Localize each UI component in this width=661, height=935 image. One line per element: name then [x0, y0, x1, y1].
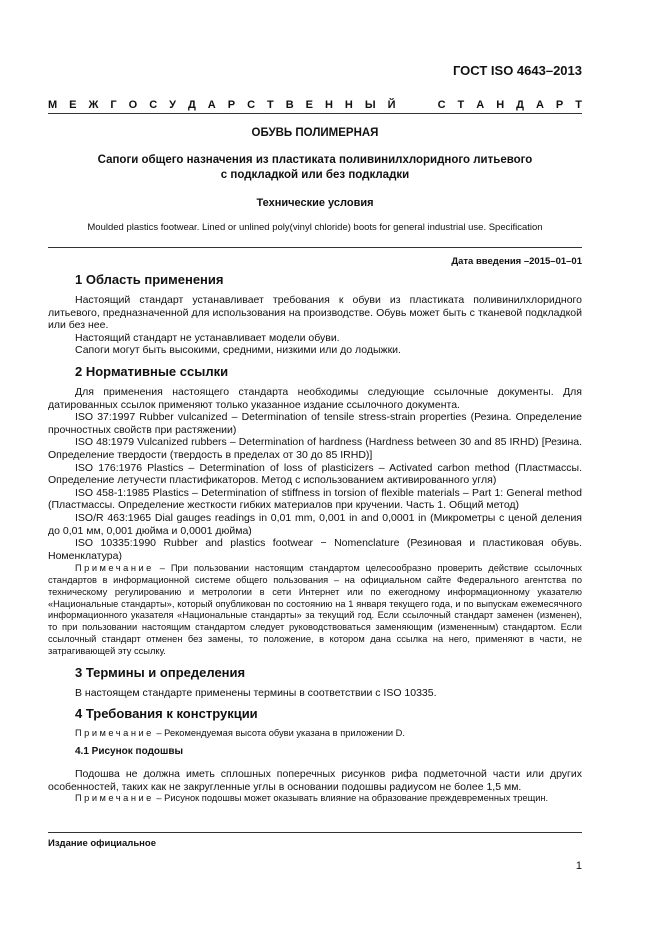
interstate-letter: Ж	[88, 99, 99, 111]
english-title: Moulded plastics footwear. Lined or unlined poly(vinyl chloride) boots for general industrial use. Specification	[87, 222, 543, 233]
reference-item: ISO 48:1979 Vulcanized rubbers – Determination of hardness (Hardness between 30 and 85 IRHD) [Резина. Определение твердости (твердость в пределах от 30 до 85 IRHD)]	[48, 436, 582, 461]
reference-item: ISO 458-1:1985 Plastics – Determination of stiffness in torsion of flexible materials – Part 1: General method (Пластмассы. Определение жесткости гибких материалов при кручении. Часть 1. Общий метод)	[48, 486, 582, 512]
section-3-heading: 3 Термины и определения	[75, 664, 246, 680]
official-edition-label: Издание официальное	[48, 838, 156, 849]
section-2-heading: 2 Нормативные ссылки	[75, 363, 229, 379]
interstate-letter: С	[437, 99, 446, 111]
interstate-letter: О	[128, 99, 138, 111]
subsection-4-1-heading: 4.1 Рисунок подошвы	[75, 746, 184, 758]
section-1-paragraph: Сапоги могут быть высокими, средними, низкими или до лодыжки.	[75, 344, 401, 357]
interstate-letter: С	[247, 99, 256, 111]
interstate-letter: Й	[387, 99, 396, 111]
interstate-letter: В	[285, 99, 294, 111]
interstate-letter: С	[149, 99, 158, 111]
section-1-paragraph: Настоящий стандарт не устанавливает модели обуви.	[75, 331, 340, 344]
interstate-letter: Р	[555, 99, 564, 111]
interstate-letter: Т	[267, 99, 274, 111]
interstate-letter: Е	[69, 99, 77, 111]
technical-conditions-heading: Технические условия	[256, 197, 374, 209]
subtitle-line-2: с подкладкой или без подкладки	[220, 169, 410, 181]
header-divider	[48, 113, 582, 114]
interstate-standard-banner	[48, 99, 582, 111]
interstate-letter: А	[476, 99, 485, 111]
interstate-letter: Г	[110, 99, 117, 111]
note-label: Примечание	[75, 563, 154, 574]
section-1-heading: 1 Область применения	[75, 272, 224, 287]
reference-item: ISO/R 463:1965 Dial gauges readings in 0,01 mm, 0,001 in and 0,0001 in (Микрометры с ценой деления до 0,01 мм, 0,001 дюйма и 0,0001 дюйма)	[48, 511, 582, 537]
section-4-note	[48, 728, 582, 740]
reference-item: ISO 176:1976 Plastics – Determination of loss of plasticizers – Activated carbon method (Пластмассы. Определение летучести пластификаторов. Метод с использованием активированного угля)	[48, 461, 582, 487]
interstate-letter	[423, 99, 426, 111]
interstate-letter: Р	[227, 99, 236, 111]
note-text: – При пользовании настоящим стандартом целесообразно проверить действие ссылочных стандартов в информационной системе общего пользования – на официальном сайте Федерального агентства по техническому регулированию и метрологии в сети Интернет или по ежегодному информационному указателю «Национальные стандарты», который опубликован по состоянию на 1 января текущего года, и по выпускам ежемесячного информационного указателя «Национальные стандарты» за текущий год. Если ссылочный стандарт заменен (изменен), то при пользовании настоящим стандартом следует руководствоваться заменяющим (измененным) стандартом. Если ссылочный стандарт отменен без замены, то положение, в котором дана ссылка на него, применяют в части, не затрагивающей эту ссылку.	[48, 563, 582, 656]
standard-number: ГОСТ ISO 4643–2013	[452, 63, 582, 78]
reference-item: ISO 37:1997 Rubber vulcanized – Determination of tensile stress-strain properties (Резина. Определение прочностных свойств при растяжении)	[48, 411, 582, 436]
subtitle-line-1: Сапоги общего назначения из пластиката поливинилхлоридного литьевого	[97, 154, 533, 166]
note-text: – Рекомендуемая высота обуви указана в приложении D.	[153, 728, 405, 739]
title-divider	[48, 247, 582, 248]
document-title: ОБУВЬ ПОЛИМЕРНАЯ	[251, 127, 379, 139]
subsection-4-1-paragraph: Подошва не должна иметь сплошных поперечных рисунков рифа подметочной части или других особенностей, таких как не закругленные углы в основании подошвы радиусом не более 1,5 мм.	[48, 768, 582, 793]
interstate-letter: Д	[187, 99, 196, 111]
note-text: – Рисунок подошвы может оказывать влияние на образование преждевременных трещин.	[153, 793, 549, 804]
interstate-letter: А	[535, 99, 544, 111]
document-body	[48, 271, 582, 805]
section-2-paragraph: Для применения настоящего стандарта необходимы следующие ссылочные документы. Для датированных ссылок применяют только указанное издание ссылочного документа.	[48, 385, 582, 411]
reference-item: ISO 10335:1990 Rubber and plastics footwear − Nomenclature (Резиновая и пластиковая обувь. Номенклатура)	[48, 537, 582, 562]
footer-divider	[48, 832, 582, 833]
interstate-letter: М	[48, 99, 58, 111]
section-4-heading: 4 Требования к конструкции	[75, 706, 258, 722]
note-label: Примечание	[75, 728, 154, 739]
interstate-letter: Е	[305, 99, 313, 111]
page-number: 1	[575, 860, 582, 872]
interstate-letter: Т	[575, 99, 582, 111]
interstate-letter: А	[207, 99, 216, 111]
section-2-note	[48, 563, 582, 657]
note-label: Примечание	[75, 793, 154, 804]
subsection-4-1-note	[48, 793, 582, 805]
interstate-letter: Н	[324, 99, 333, 111]
interstate-letter: Д	[516, 99, 524, 111]
interstate-letter: Т	[457, 99, 465, 111]
interstate-letter: У	[169, 99, 176, 111]
interstate-letter: Ы	[364, 99, 376, 111]
section-3-paragraph: В настоящем стандарте применены термины в соответствии с ISO 10335.	[75, 686, 437, 699]
section-1-paragraph: Настоящий стандарт устанавливает требования к обуви из пластиката поливинилхлоридного литьевого, предназначенной для использования на производстве. Обувь может быть с тканевой подкладкой или без нее.	[48, 294, 582, 332]
interstate-letter: Н	[344, 99, 353, 111]
interstate-letter	[408, 99, 411, 111]
date-introduced: Дата введения –2015–01–01	[451, 256, 582, 267]
document-subtitle	[48, 153, 582, 183]
interstate-letter: Н	[496, 99, 505, 111]
